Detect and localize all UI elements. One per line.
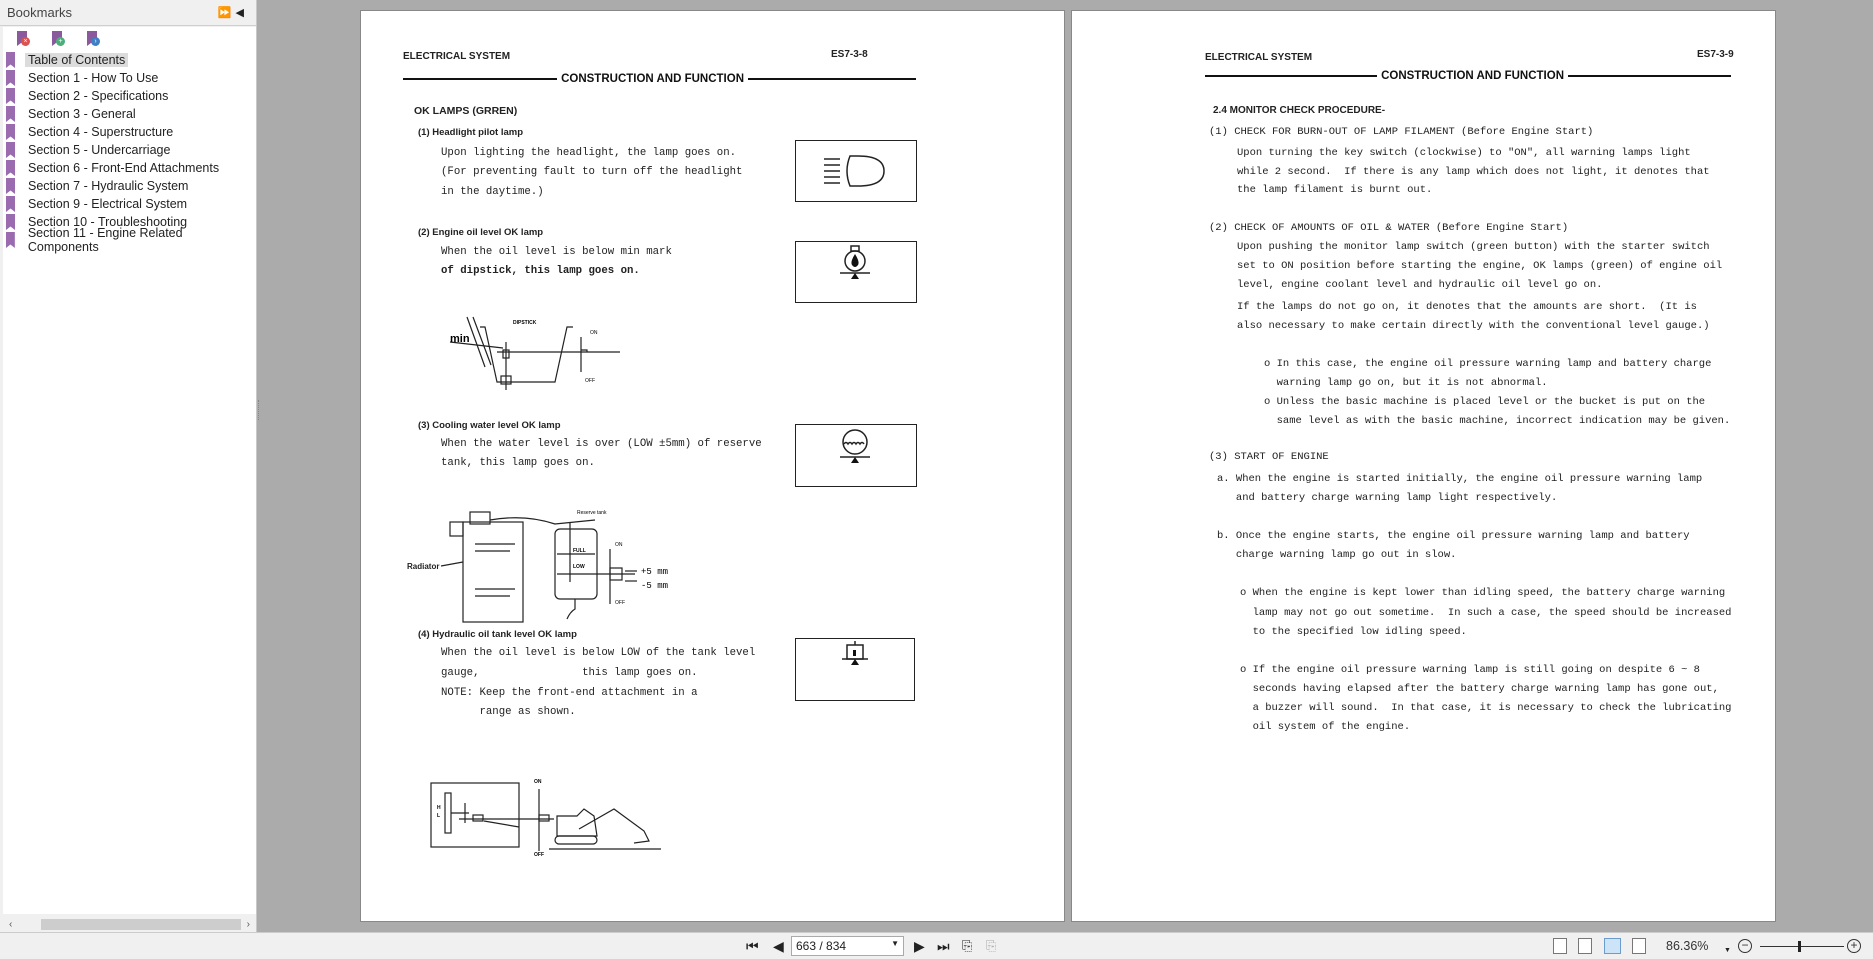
off-label: OFF xyxy=(534,852,544,856)
body-line: o When the engine is kept lower than idling speed, the battery charge warning xyxy=(1240,587,1726,599)
bookmark-icon xyxy=(6,232,15,248)
scroll-left-icon[interactable]: ‹ xyxy=(9,918,13,930)
l-label: L xyxy=(437,813,441,819)
low-label: LOW xyxy=(573,564,585,570)
body-line: the lamp filament is burnt out. xyxy=(1237,184,1433,196)
bookmark-item[interactable] xyxy=(3,159,256,177)
dipstick-label: DIPSTICK xyxy=(513,320,537,326)
bookmark-icon xyxy=(6,88,15,104)
body-line: set to ON position before starting the engine, OK lamps (green) of engine oil xyxy=(1237,260,1723,272)
bookmark-icon xyxy=(6,106,15,122)
body-line: also necessary to make certain directly with the conventional level gauge.) xyxy=(1237,320,1710,332)
body-line: a. When the engine is started initially, the engine oil pressure warning lamp xyxy=(1217,473,1703,485)
plus5-label: +5 mm xyxy=(641,567,669,577)
previous-page-icon[interactable]: ◀ xyxy=(773,938,784,954)
bookmark-label: Section 3 - General xyxy=(28,107,136,121)
panel-splitter[interactable] xyxy=(258,400,261,420)
headlight-lamp-symbol xyxy=(795,140,917,202)
document-page-right xyxy=(1071,10,1776,922)
last-page-icon[interactable]: ⏭ xyxy=(937,938,950,954)
bookmark-icon xyxy=(6,52,15,68)
item-title: (2) Engine oil level OK lamp xyxy=(418,227,544,238)
bookmark-icon xyxy=(6,142,15,158)
bookmarks-header xyxy=(0,0,256,26)
minus5-label: -5 mm xyxy=(641,581,669,591)
bookmark-list xyxy=(3,51,256,254)
body-line: gauge, this lamp goes on. xyxy=(441,667,698,679)
oil-drop-icon xyxy=(796,242,915,301)
section-title: 2.4 MONITOR CHECK PROCEDURE- xyxy=(1213,105,1386,116)
coolant-lamp-symbol xyxy=(795,424,917,487)
bookmark-label: Section 5 - Undercarriage xyxy=(28,143,171,157)
off-label: OFF xyxy=(615,600,625,606)
body-line: When the oil level is below min mark xyxy=(441,246,672,258)
bookmark-item[interactable] xyxy=(3,123,256,141)
bookmark-item[interactable] xyxy=(3,69,256,87)
bookmark-item[interactable] xyxy=(3,51,256,69)
bookmark-label: Table of Contents xyxy=(25,53,128,67)
radiator-reserve-tank-diagram xyxy=(405,494,725,624)
continuous-view-icon[interactable] xyxy=(1578,938,1592,954)
body-line: NOTE: Keep the front-end attachment in a xyxy=(441,687,698,699)
section-heading: CONSTRUCTION AND FUNCTION xyxy=(403,72,916,86)
bookmarks-title: Bookmarks xyxy=(7,5,73,20)
body-line: When the oil level is below LOW of the tank level xyxy=(441,647,756,659)
bookmark-icon xyxy=(6,178,15,194)
zoom-dropdown-icon[interactable]: ▼ xyxy=(1724,947,1731,954)
bookmark-item[interactable] xyxy=(3,105,256,123)
min-label: min xyxy=(450,333,470,345)
bookmark-label: Section 6 - Front-End Attachments xyxy=(28,161,220,175)
bookmark-icon xyxy=(6,196,15,212)
body-line: level, engine coolant level and hydraulic oil level go on. xyxy=(1237,279,1603,291)
body-line: o Unless the basic machine is placed level or the bucket is put on the xyxy=(1264,396,1706,408)
add-bookmark-icon[interactable]: + xyxy=(52,31,66,47)
body-line: warning lamp go on, but it is not abnormal. xyxy=(1264,377,1548,389)
zoom-in-icon[interactable]: + xyxy=(1847,939,1861,953)
horizontal-scrollbar[interactable] xyxy=(3,916,256,932)
zoom-slider[interactable] xyxy=(1760,946,1844,947)
on-label: ON xyxy=(615,542,623,548)
subsection-title: (2) CHECK OF AMOUNTS OF OIL & WATER (Before Engine Start) xyxy=(1209,222,1569,234)
scrollbar-thumb[interactable] xyxy=(41,919,241,930)
page-header: ELECTRICAL SYSTEM xyxy=(403,51,511,62)
bookmark-label: Section 10 - Troubleshooting xyxy=(28,215,188,229)
body-line: while 2 second. If there is any lamp which does not light, it denotes that xyxy=(1237,166,1710,178)
body-line: Upon pushing the monitor lamp switch (green button) with the starter switch xyxy=(1237,241,1710,253)
body-line: lamp may not go out sometime. In such a case, the speed should be increased xyxy=(1240,607,1732,619)
body-line: If the lamps do not go on, it denotes that the amounts are short. (It is xyxy=(1237,301,1697,313)
bookmark-icon xyxy=(6,160,15,176)
continuous-facing-view-icon[interactable] xyxy=(1632,938,1646,954)
h-label: H xyxy=(437,805,441,811)
body-line: Upon lighting the headlight, the lamp goes on. xyxy=(441,147,737,159)
zoom-level[interactable]: 86.36% xyxy=(1666,939,1709,953)
delete-bookmark-icon[interactable]: × xyxy=(17,31,31,47)
bookmark-label: Section 1 - How To Use xyxy=(28,71,159,85)
item-title: (1) Headlight pilot lamp xyxy=(418,127,524,138)
radiator-label: Radiator xyxy=(407,562,440,571)
page-number-input[interactable] xyxy=(791,936,904,956)
facing-pages-view-icon[interactable] xyxy=(1604,938,1621,954)
body-line: in the daytime.) xyxy=(441,186,544,198)
coolant-level-icon xyxy=(796,425,915,485)
dipstick-diagram xyxy=(445,312,645,397)
page-number-value: 663 / 834 xyxy=(796,939,847,953)
body-line: When the water level is over (LOW ±5mm) of reserve xyxy=(441,438,762,450)
subsection-title: (1) CHECK FOR BURN-OUT OF LAMP FILAMENT (Before Engine Start) xyxy=(1209,126,1594,138)
bookmark-icon xyxy=(6,124,15,140)
on-label: ON xyxy=(534,779,542,785)
body-line: of dipstick, this lamp goes on. xyxy=(441,265,640,277)
body-line: oil system of the engine. xyxy=(1240,721,1411,733)
panel-collapse-controls[interactable]: ⏩◀ xyxy=(217,7,248,19)
bookmark-icon xyxy=(6,70,15,86)
excavator-range-diagram xyxy=(429,771,679,856)
body-line: b. Once the engine starts, the engine oil pressure warning lamp and battery xyxy=(1217,530,1690,542)
full-label: FULL xyxy=(573,548,586,554)
previous-view-icon[interactable]: ⎘ xyxy=(962,938,973,953)
page-code: ES7-3-8 xyxy=(831,49,868,60)
navigation-toolbar xyxy=(0,932,1873,959)
chevron-down-icon[interactable]: ▼ xyxy=(891,939,899,948)
body-line: same level as with the basic machine, incorrect indication may be given. xyxy=(1264,415,1731,427)
single-page-view-icon[interactable] xyxy=(1553,938,1567,954)
zoom-out-icon[interactable]: − xyxy=(1738,939,1752,953)
item-title: (3) Cooling water level OK lamp xyxy=(418,420,561,431)
hydraulic-lamp-symbol xyxy=(795,638,915,701)
bookmark-label: Section 4 - Superstructure xyxy=(28,125,174,139)
body-line: to the specified low idling speed. xyxy=(1240,626,1467,638)
body-line: o In this case, the engine oil pressure warning lamp and battery charge xyxy=(1264,358,1712,370)
bookmark-label: Section 9 - Electrical System xyxy=(28,197,188,211)
document-page-left xyxy=(360,10,1065,922)
section-heading: CONSTRUCTION AND FUNCTION xyxy=(1205,69,1731,83)
headlight-icon xyxy=(796,141,915,200)
page-header: ELECTRICAL SYSTEM xyxy=(1205,52,1313,63)
body-line: a buzzer will sound. In that case, it is necessary to check the lubricating xyxy=(1240,702,1732,714)
off-label: OFF xyxy=(585,378,595,384)
bookmarks-panel xyxy=(0,0,257,932)
goto-bookmark-icon[interactable]: › xyxy=(87,31,101,47)
bookmark-item[interactable] xyxy=(3,195,256,213)
page-code: ES7-3-9 xyxy=(1697,49,1734,60)
bookmark-label: Section 2 - Specifications xyxy=(28,89,169,103)
item-title: (4) Hydraulic oil tank level OK lamp xyxy=(418,629,577,640)
on-label: ON xyxy=(590,330,598,336)
bookmark-label: Section 7 - Hydraulic System xyxy=(28,179,189,193)
hydraulic-tank-icon xyxy=(796,639,913,699)
body-line: Upon turning the key switch (clockwise) to "ON", all warning lamps light xyxy=(1237,147,1691,159)
oil-level-lamp-symbol xyxy=(795,241,917,303)
bookmark-icon xyxy=(6,214,15,230)
bookmark-item[interactable] xyxy=(3,177,256,195)
next-page-icon[interactable]: ▶ xyxy=(914,938,925,954)
subsection-title: (3) START OF ENGINE xyxy=(1209,451,1329,463)
zoom-slider-handle[interactable] xyxy=(1798,941,1801,952)
bookmark-label: Section 11 - Engine Related Components xyxy=(27,226,183,254)
section-title: OK LAMPS (GRREN) xyxy=(414,105,518,117)
body-line: tank, this lamp goes on. xyxy=(441,457,595,469)
body-line: charge warning lamp go out in slow. xyxy=(1217,549,1457,561)
bookmark-item[interactable] xyxy=(3,226,256,254)
bookmark-item[interactable] xyxy=(3,87,256,105)
body-line: o If the engine oil pressure warning lamp is still going on despite 6 ~ 8 xyxy=(1240,664,1700,676)
body-line: (For preventing fault to turn off the headlight xyxy=(441,166,743,178)
body-line: range as shown. xyxy=(441,706,576,718)
next-view-icon[interactable]: ⎘ xyxy=(986,938,997,953)
reserve-tank-label: Reserve tank xyxy=(577,510,607,516)
body-line: and battery charge warning lamp light respectively. xyxy=(1217,492,1558,504)
body-line: seconds having elapsed after the battery charge warning lamp has gone out, xyxy=(1240,683,1719,695)
first-page-icon[interactable]: ⏮ xyxy=(746,938,759,954)
scroll-right-icon[interactable]: › xyxy=(246,918,250,930)
bookmark-item[interactable] xyxy=(3,141,256,159)
